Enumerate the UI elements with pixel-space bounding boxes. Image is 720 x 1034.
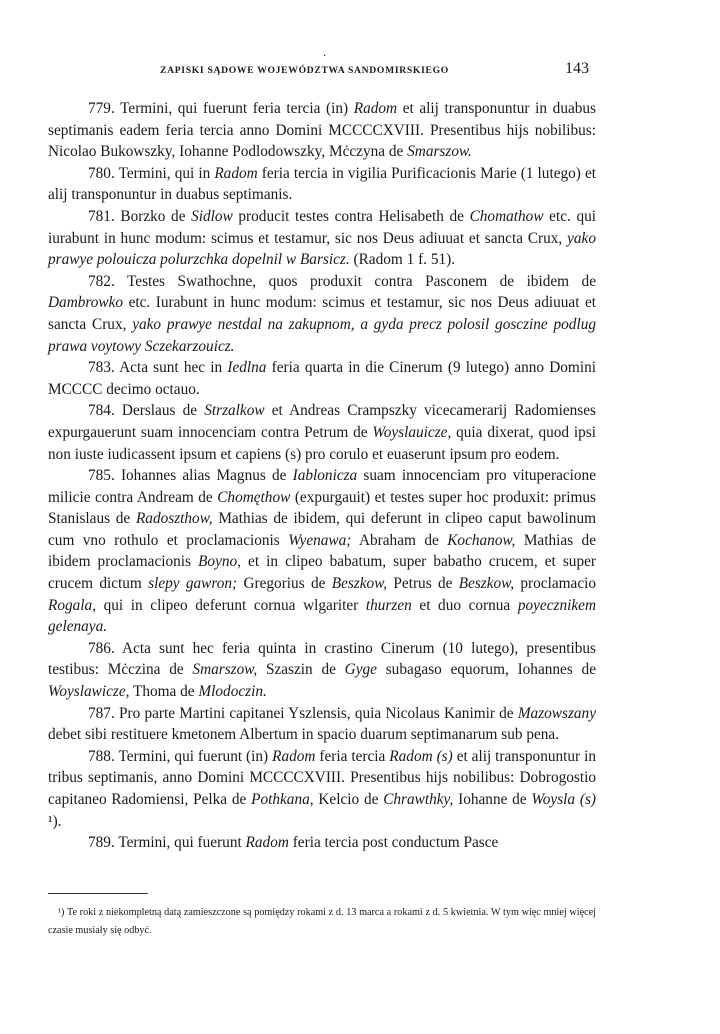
italic-term: Dambrowko — [48, 294, 124, 312]
entry-text: 788. Termini, qui fuerunt (in) — [88, 747, 273, 765]
italic-term: Radoszthow, — [135, 510, 213, 528]
italic-term: Radom (s) — [389, 747, 453, 765]
entry-text: 785. Iohannes alias Magnus de — [88, 467, 293, 485]
entry-text: feria tercia post conductum Pasce — [288, 834, 499, 852]
italic-term: Kochanow, — [447, 531, 516, 549]
entry-10 — [48, 832, 596, 854]
entry-text: feria tercia — [315, 747, 390, 765]
entry-2 — [48, 206, 596, 271]
entry-text: Thoma de — [129, 683, 199, 701]
entry-text: Szaszin de — [257, 661, 345, 679]
entry-text: Kelcio de — [313, 791, 384, 808]
italic-term: yako prawye polouicza polurzchka dopelnil w Barsicz. — [48, 229, 596, 269]
entry-text: feria tercia in vigilia Purificacionis Marie (1 lutego) et alij transponuntur in duabus septimanis. — [48, 164, 597, 204]
entry-text: qui in clipeo deferunt cornua wlgariter — [96, 596, 366, 614]
italic-term: slepy gawron; — [148, 575, 238, 593]
italic-term: Sidlow — [191, 207, 233, 225]
entry-text: Iohanne de — [453, 791, 532, 808]
entry-text: feria quarta in die Cinerum (9 lutego) anno Domini MCCCC decimo octauo. — [48, 359, 596, 398]
entry-text: 787. Pro parte Martini capitanei Yszlensis, quia Nicolaus Kanimir de — [88, 704, 518, 722]
entries-body — [48, 98, 596, 854]
italic-term: Boyno, — [198, 553, 241, 571]
italic-term: Chrawthky, — [383, 791, 454, 808]
running-head: ZAPISKI SĄDOWE WOJEWÓDZTWA SANDOMIRSKIEGO — [160, 65, 449, 76]
italic-term: Pothkana, — [251, 791, 314, 808]
entry-text: et duo cornua — [411, 596, 518, 614]
italic-term: Strzalkow — [204, 402, 265, 420]
italic-term: Woyslauicze, — [372, 423, 452, 441]
italic-term: Woyslawicze, — [48, 683, 130, 701]
entry-4 — [48, 357, 596, 400]
italic-term: Iedlna — [227, 359, 267, 377]
entry-9 — [48, 746, 596, 832]
italic-term: thurzen — [365, 596, 412, 614]
footnote: ¹) Te roki z niekompletną datą zamieszczone są pomiędzy rokami z d. 13 marca a rokami z d. 5 kwietnia. W tym więc mniej więcej czasie musiały się odbyć. — [48, 907, 596, 936]
entry-text: 789. Termini, qui fuerunt — [88, 834, 246, 852]
italic-term: Iablonicza — [292, 467, 358, 485]
entry-text: 783. Acta sunt hec in — [88, 359, 228, 377]
entry-text: et Andreas Crampszky vicecamerarij Radomienses expurgauerunt suam innocenciam contra Petrum de — [48, 402, 596, 441]
entry-text: Mathias de ibidem, qui deferunt in clipeo caput bawolinum cum vno rothulo et proclamacionis — [48, 510, 596, 549]
italic-term: Mazowszany — [517, 704, 596, 722]
entry-7 — [48, 638, 596, 703]
entry-text: 780. Termini, qui in — [88, 164, 215, 182]
italic-term: Chomęthow — [217, 488, 291, 506]
entry-text: 781. Borzko de — [88, 207, 192, 225]
entry-text: 782. Testes Swathochne, quos produxit contra Pasconem de ibidem de — [88, 272, 596, 290]
entry-text: debet sibi restituere kmetonem Albertum in spacio duarum septimanarum sub pena. — [48, 726, 560, 744]
header-dot: . — [323, 44, 327, 59]
entry-text: proclamacio — [514, 575, 597, 593]
italic-term: Chomathow — [469, 207, 544, 225]
entry-text: Mathias de ibidem proclamacionis — [48, 531, 596, 571]
entry-text: et in clipeo babatum, super babatho crucem, et super crucem dictum — [48, 553, 596, 593]
page-number: 143 — [565, 60, 589, 77]
entry-3 — [48, 271, 596, 357]
entry-text: Abraham de — [351, 531, 448, 549]
italic-term: Smarszow, — [192, 661, 258, 679]
entry-text: et alij transponuntur in tribus septimanis, anno Domini MCCCCXVIII. Presentibus hijs nobilibus: Dobrogostio capitaneo Radomiensi, Pelka de — [48, 747, 596, 808]
entry-6 — [48, 465, 596, 638]
italic-term: Wyenawa; — [288, 531, 352, 549]
entry-text: (expurgauit) et testes super hoc produxit: primus Stanislaus de — [48, 488, 596, 528]
italic-term: Rogala, — [48, 596, 97, 614]
italic-term: yako prawye nestdal na zakupnom, a gyda precz polosil gosczine podlug prawa voytowy Sczekarzouicz. — [48, 315, 596, 355]
entry-text: quia dixerat, quod ipsi non iuste iudicassent ipsum et capiens (s) pro corulo et euaserunt ipsum pro eodem. — [48, 423, 596, 463]
entry-text: 779. Termini, qui fuerunt feria tercia (in) — [88, 100, 354, 117]
italic-term: Radom — [272, 747, 316, 765]
italic-term: Beszkow, — [331, 575, 388, 593]
entry-text: suam innocenciam pro vituperacione milicie contra Andream de — [48, 467, 596, 506]
entry-8 — [48, 703, 596, 746]
entry-text: etc. Iurabunt in hunc modum: scimus et testamur, sic nos Deus adiuuat et sancta Crux, — [48, 294, 596, 333]
entry-text: Petrus de — [387, 575, 459, 593]
entry-1 — [48, 163, 596, 206]
entry-text: producit testes contra Helisabeth de — [232, 207, 470, 225]
entry-text: et alij transponuntur in duabus septimanis eadem feria tercia anno Domini MCCCCXVIII. Presentibus hijs nobilibus: Nicolao Bukowszky, Iohanne Podlodowszky, Mċczyna de — [48, 100, 597, 161]
italic-term: Mlodoczin. — [198, 683, 267, 701]
italic-term: Radom — [353, 100, 398, 117]
italic-term: Woysla (s) — [531, 791, 596, 808]
italic-term: Smarszow. — [407, 143, 472, 161]
entry-0 — [48, 98, 596, 163]
entry-text: Gregorius de — [237, 575, 332, 593]
italic-term: Radom — [214, 164, 258, 182]
entry-text: 784. Derslaus de — [88, 402, 205, 420]
entry-text: (Radom 1 f. 51). — [349, 251, 456, 269]
entry-text: 786. Acta sunt hec feria quinta in crastino Cinerum (10 lutego), presentibus testibus: Mċczina de — [48, 639, 596, 679]
page-header — [0, 60, 720, 82]
footnote-separator — [48, 893, 148, 894]
entry-text: ¹). — [48, 812, 62, 830]
italic-term: Radom — [245, 834, 289, 852]
entry-text: subagaso equorum, Iohannes de — [376, 661, 596, 679]
entry-text: etc. qui iurabunt in hunc modum: scimus et testamur, sic nos Deus adiuuat et sancta Crux, — [48, 207, 596, 247]
entry-5 — [48, 400, 596, 465]
italic-term: poyecznikem gelenaya. — [48, 596, 596, 636]
italic-term: Gyge — [344, 661, 377, 679]
italic-term: Beszkow, — [458, 575, 515, 593]
